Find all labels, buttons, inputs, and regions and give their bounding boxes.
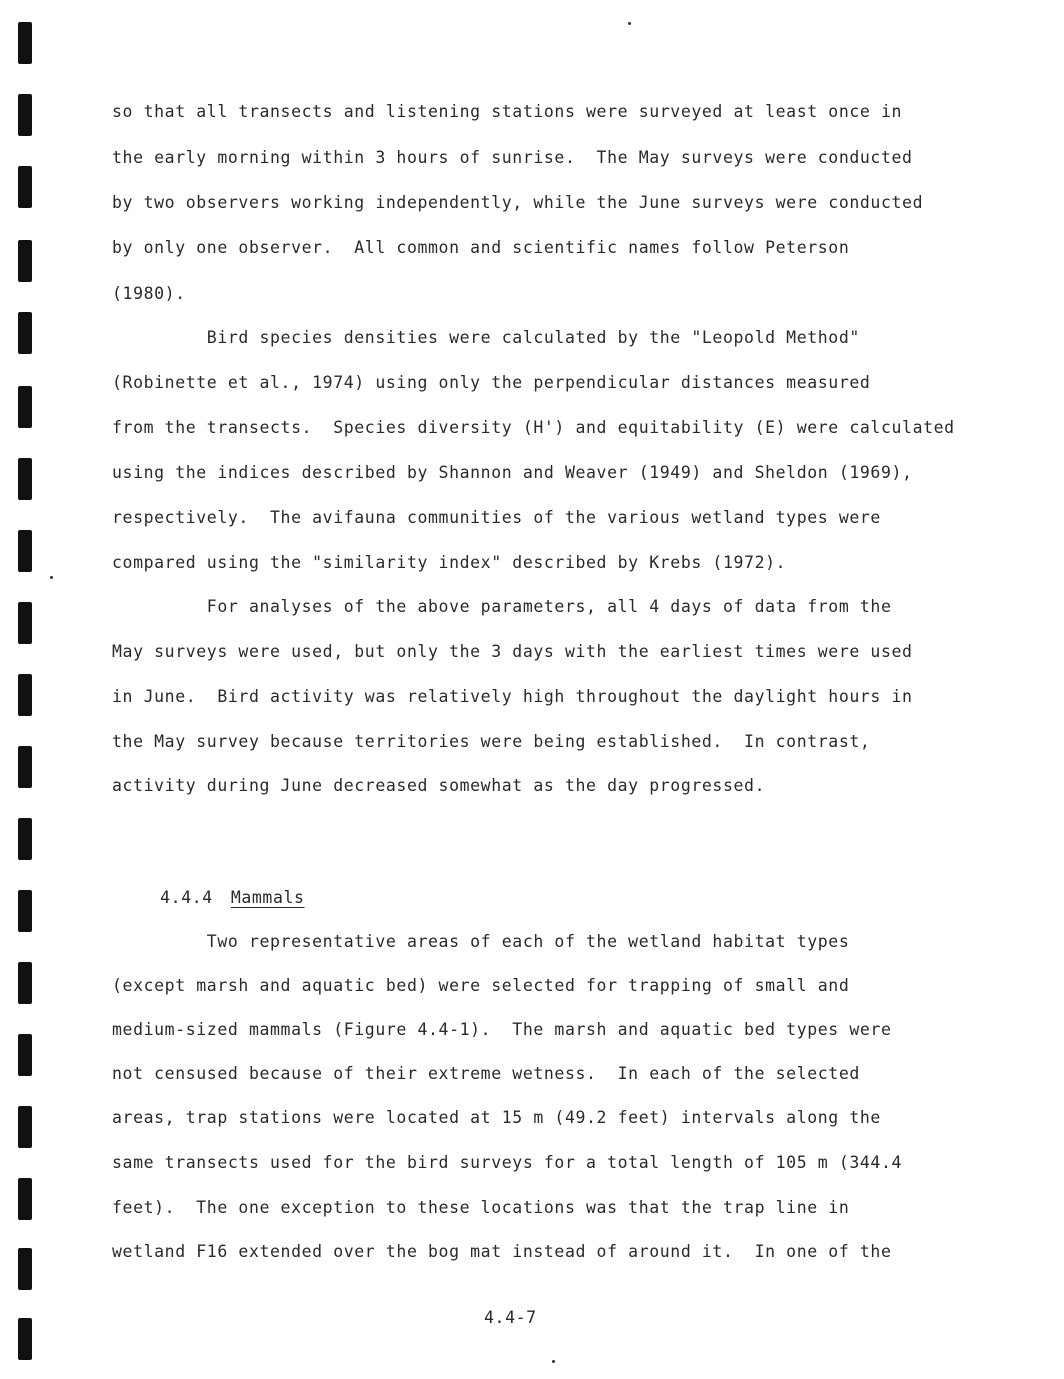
- binding-mark: [18, 1248, 32, 1290]
- paragraph-1-line: by two observers working independently, while the June surveys were conducted: [112, 193, 924, 212]
- paragraph-4-line: not censused because of their extreme wetness. In each of the selected: [112, 1064, 860, 1083]
- paragraph-2-line: from the transects. Species diversity (H') and equitability (E) were calculated: [112, 418, 955, 437]
- paragraph-4-line: wetland F16 extended over the bog mat instead of around it. In one of the: [112, 1242, 892, 1261]
- paragraph-3-line: activity during June decreased somewhat as the day progressed.: [112, 776, 766, 795]
- paragraph-3-line: in June. Bird activity was relatively high throughout the daylight hours in: [112, 687, 913, 706]
- page-number: 4.4-7: [484, 1308, 537, 1327]
- paragraph-2-line: (Robinette et al., 1974) using only the perpendicular distances measured: [112, 373, 871, 392]
- paragraph-2-line: using the indices described by Shannon and Weaver (1949) and Sheldon (1969),: [112, 463, 913, 482]
- paragraph-4-line: same transects used for the bird surveys for a total length of 105 m (344.4: [112, 1153, 903, 1172]
- section-heading: [118, 868, 305, 928]
- scan-speck: [628, 22, 631, 25]
- binding-mark: [18, 1178, 32, 1220]
- binding-marks: [0, 0, 60, 1379]
- paragraph-1-line: so that all transects and listening stations were surveyed at least once in: [112, 102, 903, 121]
- binding-mark: [18, 166, 32, 208]
- binding-mark: [18, 674, 32, 716]
- paragraph-3-line: For analyses of the above parameters, all 4 days of data from the: [112, 597, 892, 616]
- paragraph-4-line: feet). The one exception to these locations was that the trap line in: [112, 1198, 850, 1217]
- paragraph-4-line: medium-sized mammals (Figure 4.4-1). The marsh and aquatic bed types were: [112, 1020, 892, 1039]
- section-title: Mammals: [230, 888, 305, 907]
- paragraph-1-line: (1980).: [112, 284, 186, 303]
- binding-mark: [18, 312, 32, 354]
- paragraph-3-line: May surveys were used, but only the 3 days with the earliest times were used: [112, 642, 913, 661]
- binding-mark: [18, 1106, 32, 1148]
- paragraph-4-line: areas, trap stations were located at 15 m (49.2 feet) intervals along the: [112, 1108, 881, 1127]
- binding-mark: [18, 746, 32, 788]
- paragraph-2-line: respectively. The avifauna communities of the various wetland types were: [112, 508, 881, 527]
- scan-speck: [50, 576, 53, 579]
- paragraph-4-line: (except marsh and aquatic bed) were selected for trapping of small and: [112, 976, 850, 995]
- binding-mark: [18, 94, 32, 136]
- paragraph-1-line: by only one observer. All common and scientific names follow Peterson: [112, 238, 850, 257]
- binding-mark: [18, 962, 32, 1004]
- binding-mark: [18, 818, 32, 860]
- paragraph-3-line: the May survey because territories were being established. In contrast,: [112, 732, 871, 751]
- binding-mark: [18, 386, 32, 428]
- scan-speck: [552, 1360, 555, 1363]
- binding-mark: [18, 240, 32, 282]
- binding-mark: [18, 530, 32, 572]
- section-number: 4.4.4: [160, 888, 213, 907]
- binding-mark: [18, 458, 32, 500]
- binding-mark: [18, 602, 32, 644]
- paragraph-1-line: the early morning within 3 hours of sunrise. The May surveys were conducted: [112, 148, 913, 167]
- paragraph-4-line: Two representative areas of each of the wetland habitat types: [112, 932, 850, 951]
- paragraph-2-line: Bird species densities were calculated by the "Leopold Method": [112, 328, 860, 347]
- binding-mark: [18, 1318, 32, 1360]
- binding-mark: [18, 22, 32, 64]
- binding-mark: [18, 1034, 32, 1076]
- paragraph-2-line: compared using the "similarity index" described by Krebs (1972).: [112, 553, 787, 572]
- binding-mark: [18, 890, 32, 932]
